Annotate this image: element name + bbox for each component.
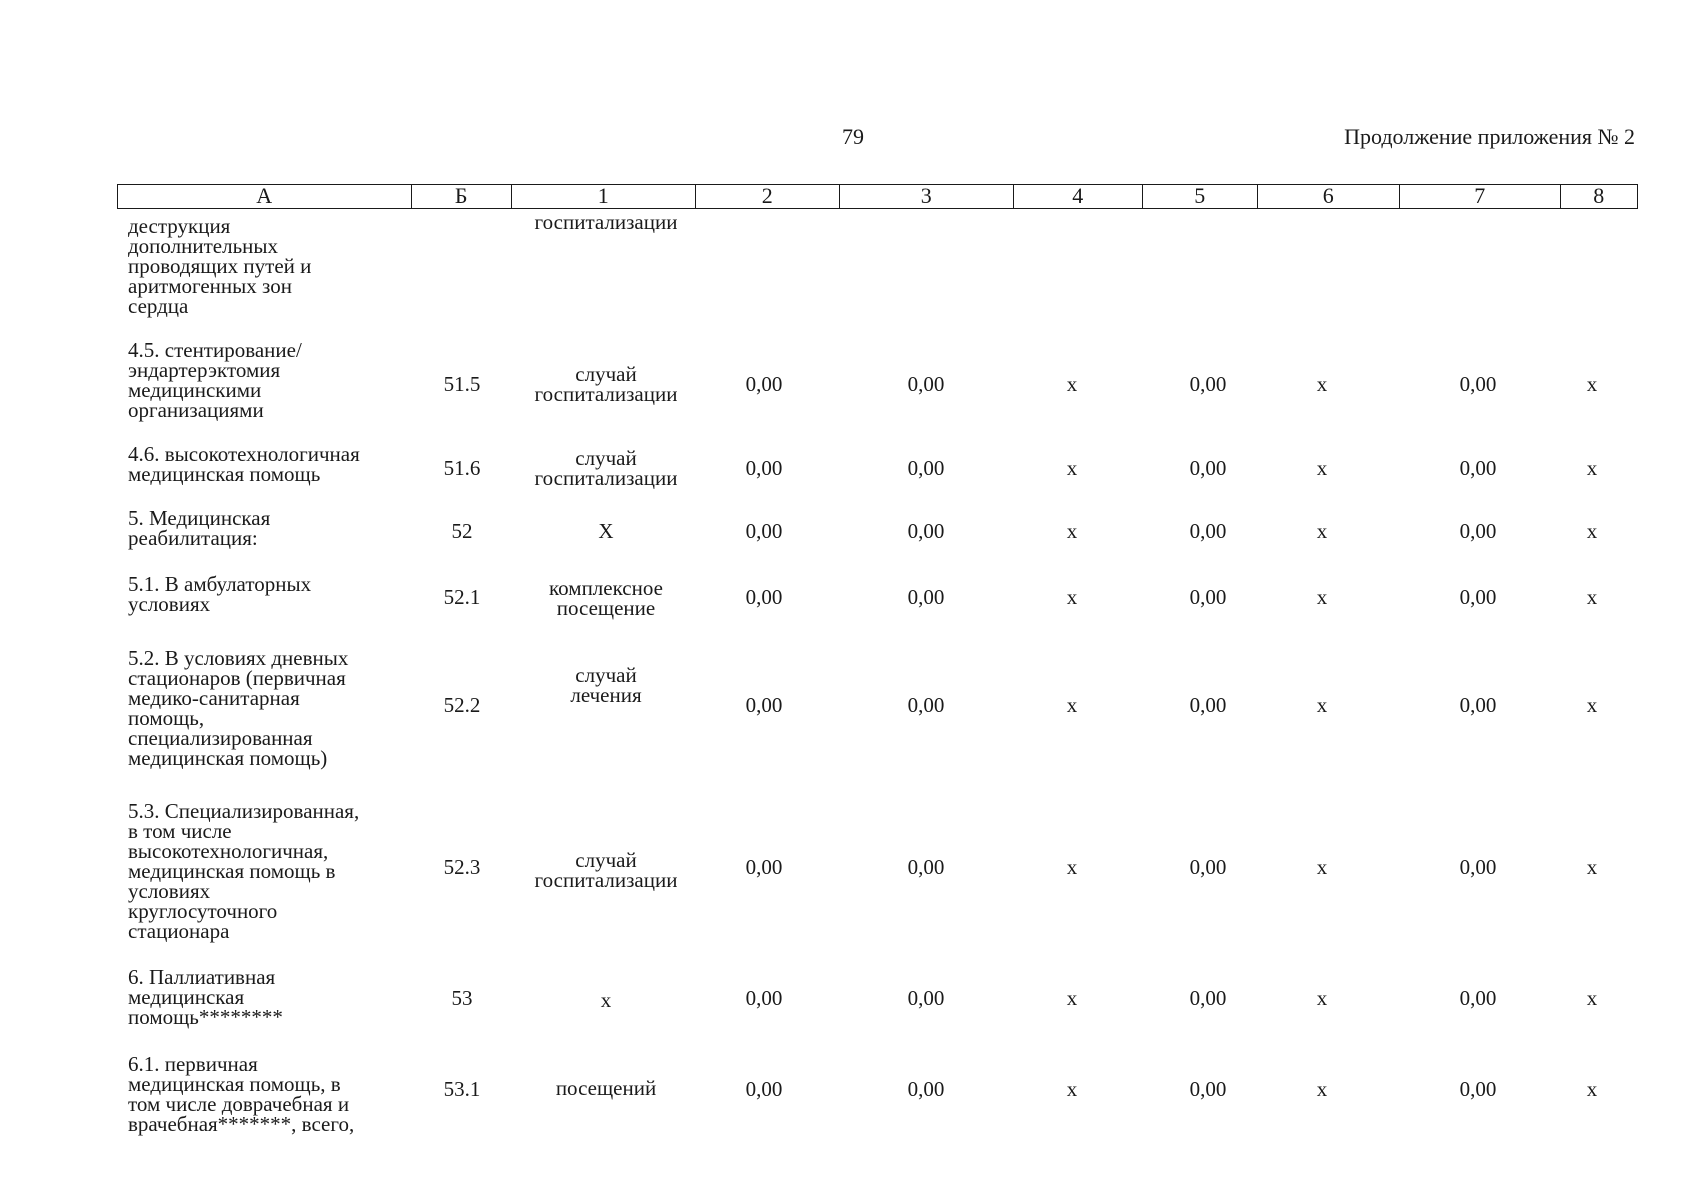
row-code: 52.3 [443, 855, 481, 879]
value-col-5: 0,00 [1189, 585, 1227, 609]
value-col-8: х [1586, 519, 1598, 543]
row-unit: случай госпитализации [534, 848, 678, 892]
column-header-4: 4 [1013, 184, 1144, 209]
value-col-3: 0,00 [907, 986, 945, 1010]
value-col-5: 0,00 [1189, 519, 1227, 543]
value-col-3: 0,00 [907, 456, 945, 480]
row-code: 53 [451, 986, 473, 1010]
row-name: 5.1. В амбулаторных условиях [128, 572, 312, 616]
row-code: 53.1 [443, 1077, 481, 1101]
row-unit: посещений [555, 1076, 657, 1100]
row-name: 5. Медицинская реабилитация: [128, 506, 271, 550]
value-col-7: 0,00 [1459, 456, 1497, 480]
column-header-b: Б [411, 184, 513, 209]
row-name: деструкция дополнительных проводящих путей и аритмогенных зон сердца [128, 214, 312, 318]
value-col-4: х [1066, 855, 1078, 879]
row-unit: комплексное посещение [549, 576, 663, 620]
value-col-8: х [1586, 1077, 1598, 1101]
column-header-3: 3 [839, 184, 1015, 209]
row-code: 51.5 [443, 372, 481, 396]
value-col-5: 0,00 [1189, 1077, 1227, 1101]
value-col-6: х [1316, 986, 1328, 1010]
value-col-6: х [1316, 693, 1328, 717]
value-col-3: 0,00 [907, 585, 945, 609]
column-header-1: 1 [511, 184, 697, 209]
value-col-8: х [1586, 693, 1598, 717]
column-header-2: 2 [695, 184, 841, 209]
row-unit: случай госпитализации [534, 446, 678, 490]
value-col-8: х [1586, 372, 1598, 396]
value-col-6: х [1316, 456, 1328, 480]
value-col-8: х [1586, 986, 1598, 1010]
value-col-2: 0,00 [745, 1077, 783, 1101]
value-col-3: 0,00 [907, 855, 945, 879]
row-name: 5.2. В условиях дневных стационаров (первичная медико-санитарная помощь, специализированная медицинская помощь) [128, 646, 349, 770]
value-col-2: 0,00 [745, 693, 783, 717]
value-col-3: 0,00 [907, 519, 945, 543]
value-col-7: 0,00 [1459, 693, 1497, 717]
value-col-6: х [1316, 372, 1328, 396]
value-col-4: х [1066, 693, 1078, 717]
row-name: 4.6. высокотехнологичная медицинская помощь [128, 442, 360, 486]
value-col-8: х [1586, 585, 1598, 609]
row-unit: Х [598, 519, 614, 543]
value-col-3: 0,00 [907, 1077, 945, 1101]
value-col-2: 0,00 [745, 585, 783, 609]
value-col-7: 0,00 [1459, 372, 1497, 396]
value-col-6: х [1316, 585, 1328, 609]
column-header-a: А [117, 184, 413, 209]
row-unit: госпитализации [534, 210, 678, 234]
value-col-6: х [1316, 519, 1328, 543]
page-number: 79 [842, 124, 864, 149]
row-code: 52 [451, 519, 473, 543]
row-unit: х [600, 988, 612, 1012]
value-col-4: х [1066, 456, 1078, 480]
row-code: 51.6 [443, 456, 481, 480]
row-unit: случай лечения [570, 663, 642, 707]
column-header-7: 7 [1399, 184, 1562, 209]
value-col-4: х [1066, 372, 1078, 396]
value-col-5: 0,00 [1189, 986, 1227, 1010]
value-col-4: х [1066, 585, 1078, 609]
column-header-8: 8 [1560, 184, 1639, 209]
value-col-3: 0,00 [907, 693, 945, 717]
value-col-5: 0,00 [1189, 855, 1227, 879]
value-col-5: 0,00 [1189, 456, 1227, 480]
value-col-2: 0,00 [745, 986, 783, 1010]
value-col-4: х [1066, 519, 1078, 543]
value-col-5: 0,00 [1189, 372, 1227, 396]
row-name: 6.1. первичная медицинская помощь, в том числе доврачебная и врачебная*******, всего, [128, 1052, 355, 1136]
row-code: 52.2 [443, 693, 481, 717]
column-header-5: 5 [1142, 184, 1259, 209]
value-col-7: 0,00 [1459, 585, 1497, 609]
value-col-6: х [1316, 1077, 1328, 1101]
value-col-2: 0,00 [745, 855, 783, 879]
value-col-7: 0,00 [1459, 519, 1497, 543]
column-header-6: 6 [1257, 184, 1401, 209]
value-col-7: 0,00 [1459, 986, 1497, 1010]
value-col-8: х [1586, 855, 1598, 879]
row-unit: случай госпитализации [534, 362, 678, 406]
row-name: 5.3. Специализированная, в том числе высокотехнологичная, медицинская помощь в условиях круглосуточного стационара [128, 799, 360, 943]
value-col-2: 0,00 [745, 519, 783, 543]
value-col-4: х [1066, 986, 1078, 1010]
value-col-5: 0,00 [1189, 693, 1227, 717]
row-code: 52.1 [443, 585, 481, 609]
value-col-4: х [1066, 1077, 1078, 1101]
value-col-2: 0,00 [745, 456, 783, 480]
value-col-8: х [1586, 456, 1598, 480]
appendix-continuation-title: Продолжение приложения № 2 [1344, 124, 1635, 149]
value-col-2: 0,00 [745, 372, 783, 396]
row-name: 4.5. стентирование/ эндартерэктомия медицинскими организациями [128, 338, 302, 422]
value-col-7: 0,00 [1459, 1077, 1497, 1101]
value-col-3: 0,00 [907, 372, 945, 396]
value-col-6: х [1316, 855, 1328, 879]
value-col-7: 0,00 [1459, 855, 1497, 879]
row-name: 6. Паллиативная медицинская помощь******** [128, 965, 283, 1029]
